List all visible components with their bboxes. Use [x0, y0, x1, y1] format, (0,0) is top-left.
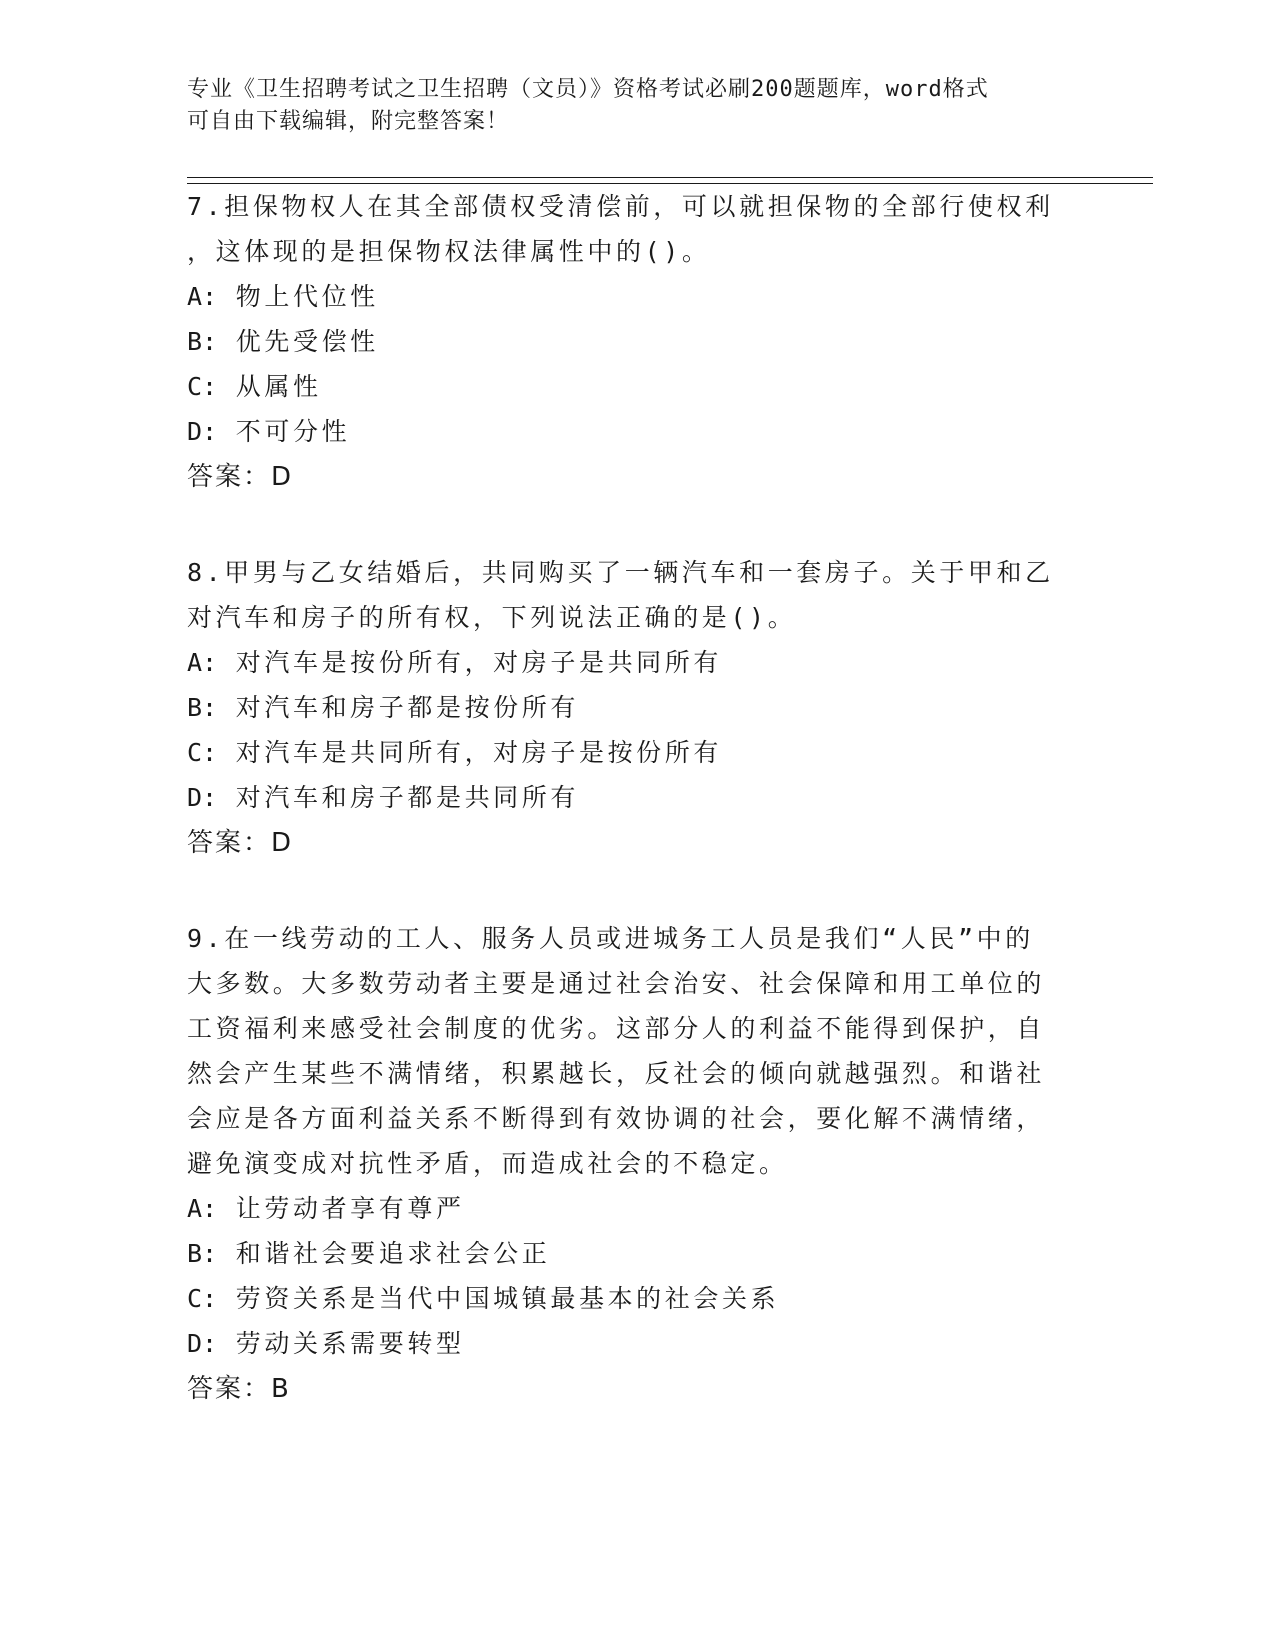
- question-line: 会应是各方面利益关系不断得到有效协调的社会，要化解不满情绪，: [187, 1104, 1046, 1133]
- answer: [187, 454, 1087, 500]
- option-text: 让劳动者享有尊严: [235, 1194, 465, 1223]
- option-key: B:: [187, 1239, 218, 1268]
- question-8: [187, 550, 1087, 866]
- option-text: 对汽车是按份所有，对房子是共同所有: [235, 648, 722, 677]
- option-d: [187, 409, 1087, 454]
- option-key: C:: [187, 372, 218, 401]
- option-key: C:: [187, 1284, 218, 1313]
- option-key: C:: [187, 738, 218, 767]
- question-9: [187, 916, 1087, 1412]
- option-text: 优先受偿性: [235, 327, 379, 356]
- option-a: [187, 1186, 1087, 1231]
- answer-value: D: [271, 828, 292, 858]
- option-b: [187, 319, 1087, 364]
- header-line-1: 专业《卫生招聘考试之卫生招聘（文员）》资格考试必刷200题题库，word格式: [187, 77, 989, 102]
- option-c: [187, 1276, 1087, 1321]
- option-d: [187, 1321, 1087, 1366]
- question-line: 大多数。大多数劳动者主要是通过社会治安、社会保障和用工单位的: [187, 969, 1046, 998]
- option-c: [187, 364, 1087, 409]
- option-key: D:: [187, 1329, 218, 1358]
- option-text: 对汽车是共同所有，对房子是按份所有: [235, 738, 722, 767]
- option-text: 从属性: [235, 372, 322, 401]
- question-line: ，这体现的是担保物权法律属性中的()。: [187, 237, 711, 266]
- option-text: 对汽车和房子都是共同所有: [235, 783, 579, 812]
- answer-value: D: [271, 462, 292, 492]
- option-key: B:: [187, 693, 218, 722]
- question-line: 9.在一线劳动的工人、服务人员或进城务工人员是我们“人民”中的: [187, 924, 1034, 953]
- question-line: 8.甲男与乙女结婚后，共同购买了一辆汽车和一套房子。关于甲和乙: [187, 558, 1054, 587]
- option-key: A:: [187, 282, 218, 311]
- answer-label: 答案：: [187, 462, 272, 492]
- option-text: 和谐社会要追求社会公正: [235, 1239, 551, 1268]
- question-7: [187, 184, 1087, 500]
- option-text: 不可分性: [235, 417, 351, 446]
- question-line: 7.担保物权人在其全部债权受清偿前，可以就担保物的全部行使权利: [187, 192, 1054, 221]
- document-header: [187, 74, 1087, 138]
- option-c: [187, 730, 1087, 775]
- answer-label: 答案：: [187, 1374, 272, 1404]
- option-text: 劳动关系需要转型: [235, 1329, 465, 1358]
- option-text: 对汽车和房子都是按份所有: [235, 693, 579, 722]
- question-line: 对汽车和房子的所有权，下列说法正确的是()。: [187, 603, 797, 632]
- option-b: [187, 1231, 1087, 1276]
- question-line: 工资福利来感受社会制度的优劣。这部分人的利益不能得到保护，自: [187, 1014, 1046, 1043]
- header-line-2: 可自由下载编辑，附完整答案！: [187, 109, 510, 134]
- option-key: A:: [187, 648, 218, 677]
- question-line: 然会产生某些不满情绪，积累越长，反社会的倾向就越强烈。和谐社: [187, 1059, 1046, 1088]
- option-text: 劳资关系是当代中国城镇最基本的社会关系: [235, 1284, 780, 1313]
- option-key: A:: [187, 1194, 218, 1223]
- option-text: 物上代位性: [235, 282, 379, 311]
- question-line: 避免演变成对抗性矛盾，而造成社会的不稳定。: [187, 1149, 788, 1178]
- answer: [187, 820, 1087, 866]
- answer-value: B: [271, 1374, 289, 1404]
- option-key: D:: [187, 417, 218, 446]
- option-key: D:: [187, 783, 218, 812]
- option-b: [187, 685, 1087, 730]
- header-rule-top: [187, 177, 1153, 178]
- answer-label: 答案：: [187, 828, 272, 858]
- option-a: [187, 274, 1087, 319]
- option-a: [187, 640, 1087, 685]
- option-key: B:: [187, 327, 218, 356]
- option-d: [187, 775, 1087, 820]
- answer: [187, 1366, 1087, 1412]
